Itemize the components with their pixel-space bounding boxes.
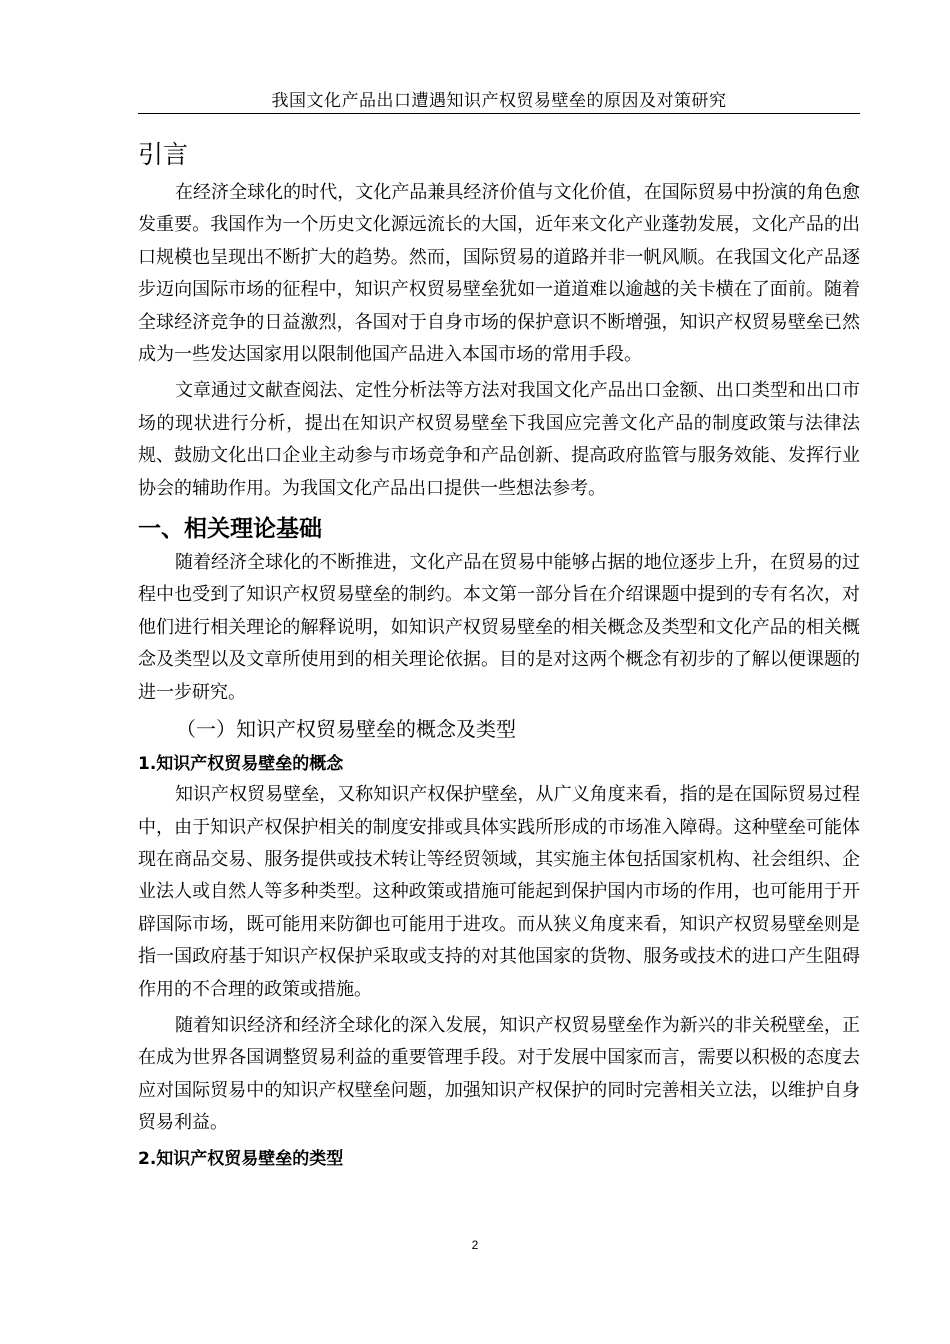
intro-paragraph-2: 文章通过文献查阅法、定性分析法等方法对我国文化产品出口金额、出口类型和出口市场的现状进行分析，提出在知识产权贸易壁垒下我国应完善文化产品的制度政策与法律法规、鼓励文化出口企业主动参与市场竞争和产品创新、提高政府监管与服务效能、发挥行业协会的辅助作用。为我国文化产品出口提供一些想法参考。 — [138, 380, 860, 499]
item-1-paragraph-2: 随着知识经济和经济全球化的深入发展，知识产权贸易壁垒作为新兴的非关税壁垒，正在成为世界各国调整贸易利益的重要管理手段。对于发展中国家而言，需要以积极的态度去应对国际贸易中的知识产权壁垒问题，加强知识产权保护的同时完善相关立法，以维护自身贸易利益。 — [138, 1014, 860, 1134]
section-1-heading: 一、相关理论基础 — [138, 516, 322, 543]
item-1-paragraph-1: 知识产权贸易壁垒，又称知识产权保护壁垒，从广义角度来看，指的是在国际贸易过程中，由于知识产权保护相关的制度安排或具体实践所形成的市场准入障碍。这种壁垒可能体现在商品交易、服务提供或技术转让等经贸领域，其实施主体包括国家机构、社会组织、企业法人或自然人等多种类型。这种政策或措施可能起到保护国内市场的作用，也可能用于开辟国际市场，既可能用来防御也可能用于进攻。而从狭义角度来看，知识产权贸易壁垒则是指一国政府基于知识产权保护采取或支持的对其他国家的货物、服务或技术的进口产生阻碍作用的不合理的政策或措施。 — [138, 784, 860, 1000]
header-rule — [138, 113, 860, 114]
section-1-paragraph: 随着经济全球化的不断推进，文化产品在贸易中能够占据的地位逐步上升，在贸易的过程中也受到了知识产权贸易壁垒的制约。本文第一部分旨在介绍课题中提到的专有名次，对他们进行相关理论的解释说明，如知识产权贸易壁垒的相关概念及类型和文化产品的相关概念及类型以及文章所使用到的相关理论依据。目的是对这两个概念有初步的了解以便课题的进一步研究。 — [138, 552, 860, 703]
page-number: 2 — [471, 1238, 479, 1252]
running-header: 我国文化产品出口遭遇知识产权贸易壁垒的原因及对策研究 — [271, 91, 727, 111]
intro-heading: 引言 — [138, 140, 189, 169]
intro-paragraph-1: 在经济全球化的时代，文化产品兼具经济价值与文化价值，在国际贸易中扮演的角色愈发重要。我国作为一个历史文化源远流长的大国，近年来文化产业蓬勃发展，文化产品的出口规模也呈现出不断扩大的趋势。然而，国际贸易的道路并非一帆风顺。在我国文化产品逐步迈向国际市场的征程中，知识产权贸易壁垒犹如一道道难以逾越的关卡横在了面前。随着全球经济竞争的日益激烈，各国对于自身市场的保护意识不断增强，知识产权贸易壁垒已然成为一些发达国家用以限制他国产品进入本国市场的常用手段。 — [138, 182, 860, 366]
item-1-heading: 1.知识产权贸易壁垒的概念 — [138, 754, 344, 775]
subsection-1-heading: （一）知识产权贸易壁垒的概念及类型 — [176, 717, 516, 742]
item-2-heading: 2.知识产权贸易壁垒的类型 — [138, 1148, 344, 1169]
page-body — [138, 130, 860, 1174]
